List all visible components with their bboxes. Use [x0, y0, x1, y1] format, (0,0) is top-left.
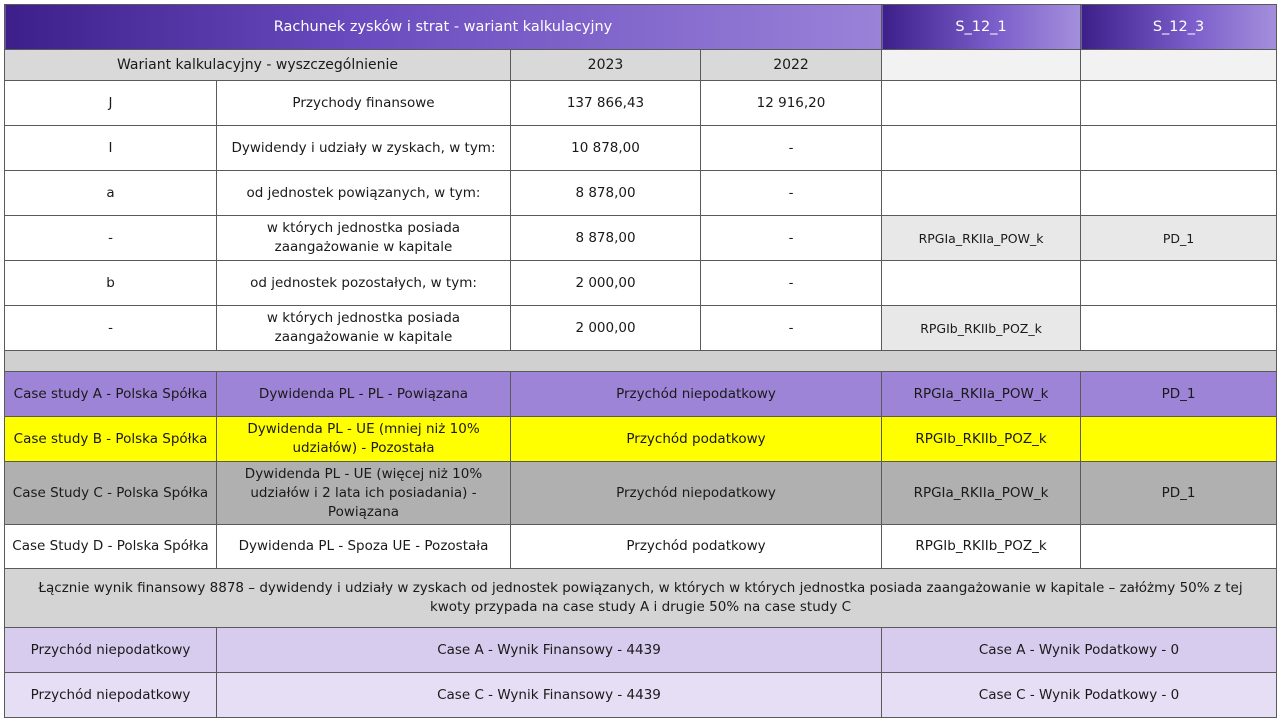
value-2022: - — [701, 126, 882, 171]
s12-1-cell: RPGIb_RKIIb_POZ_k — [882, 306, 1081, 351]
summary-type: Przychód niepodatkowy — [5, 628, 217, 673]
summary-financial: Case A - Wynik Finansowy - 4439 — [217, 628, 882, 673]
s12-3-cell — [1081, 126, 1277, 171]
table-row — [5, 171, 1277, 216]
case-tax-status: Przychód podatkowy — [511, 525, 882, 569]
case-tax-status: Przychód niepodatkowy — [511, 462, 882, 525]
case-pd: PD_1 — [1081, 372, 1277, 417]
case-description: Dywidenda PL - Spoza UE - Pozostała — [217, 525, 511, 569]
case-pd: PD_1 — [1081, 462, 1277, 525]
table-row — [5, 81, 1277, 126]
case-description: Dywidenda PL - UE (więcej niż 10% udziałów i 2 lata ich posiadania) - Powiązana — [217, 462, 511, 525]
value-2022: 12 916,20 — [701, 81, 882, 126]
column-header-2023: 2023 — [511, 50, 701, 81]
table-title: Rachunek zysków i strat - wariant kalkulacyjny — [5, 5, 882, 50]
column-header-s12-1: S_12_1 — [882, 5, 1081, 50]
value-2023: 2 000,00 — [511, 261, 701, 306]
case-description: Dywidenda PL - PL - Powiązana — [217, 372, 511, 417]
s12-1-cell: RPGIa_RKIIa_POW_k — [882, 216, 1081, 261]
s12-1-cell — [882, 81, 1081, 126]
summary-row — [5, 628, 1277, 673]
s12-3-cell — [1081, 171, 1277, 216]
column-header-s12-3: S_12_3 — [1081, 5, 1277, 50]
value-2023: 10 878,00 — [511, 126, 701, 171]
value-2022: - — [701, 306, 882, 351]
case-row-a — [5, 372, 1277, 417]
table-row — [5, 126, 1277, 171]
s12-1-cell — [882, 126, 1081, 171]
row-symbol: J — [5, 81, 217, 126]
case-code: RPGIa_RKIIa_POW_k — [882, 462, 1081, 525]
summary-row — [5, 673, 1277, 718]
case-row-d — [5, 525, 1277, 569]
row-symbol: - — [5, 216, 217, 261]
summary-financial: Case C - Wynik Finansowy - 4439 — [217, 673, 882, 718]
case-name: Case study B - Polska Spółka — [5, 417, 217, 462]
divider — [5, 351, 1277, 372]
row-label: od jednostek powiązanych, w tym: — [217, 171, 511, 216]
case-tax-status: Przychód niepodatkowy — [511, 372, 882, 417]
row-label: Dywidendy i udziały w zyskach, w tym: — [217, 126, 511, 171]
value-2022: - — [701, 216, 882, 261]
s12-3-cell — [1081, 306, 1277, 351]
case-pd — [1081, 525, 1277, 569]
value-2023: 137 866,43 — [511, 81, 701, 126]
column-header-2022: 2022 — [701, 50, 882, 81]
header-row — [5, 5, 1277, 50]
s12-3-cell: PD_1 — [1081, 216, 1277, 261]
summary-tax: Case C - Wynik Podatkowy - 0 — [882, 673, 1277, 718]
s12-1-cell — [882, 171, 1081, 216]
row-symbol: - — [5, 306, 217, 351]
value-2023: 8 878,00 — [511, 171, 701, 216]
s12-1-cell — [882, 261, 1081, 306]
note-row — [5, 569, 1277, 628]
table-row — [5, 306, 1277, 351]
subheader-row — [5, 50, 1277, 81]
case-name: Case Study C - Polska Spółka — [5, 462, 217, 525]
summary-type: Przychód niepodatkowy — [5, 673, 217, 718]
case-code: RPGIb_RKIIb_POZ_k — [882, 417, 1081, 462]
row-symbol: a — [5, 171, 217, 216]
value-2022: - — [701, 171, 882, 216]
case-name: Case Study D - Polska Spółka — [5, 525, 217, 569]
table-row — [5, 216, 1277, 261]
row-label: w których jednostka posiada zaangażowanie w kapitale — [217, 216, 511, 261]
s12-3-cell — [1081, 81, 1277, 126]
value-2023: 2 000,00 — [511, 306, 701, 351]
case-name: Case study A - Polska Spółka — [5, 372, 217, 417]
empty-cell — [1081, 50, 1277, 81]
profit-loss-table — [4, 4, 1277, 718]
column-header-description: Wariant kalkulacyjny - wyszczególnienie — [5, 50, 511, 81]
case-code: RPGIb_RKIIb_POZ_k — [882, 525, 1081, 569]
value-2023: 8 878,00 — [511, 216, 701, 261]
summary-tax: Case A - Wynik Podatkowy - 0 — [882, 628, 1277, 673]
row-symbol: b — [5, 261, 217, 306]
case-code: RPGIa_RKIIa_POW_k — [882, 372, 1081, 417]
case-tax-status: Przychód podatkowy — [511, 417, 882, 462]
row-label: Przychody finansowe — [217, 81, 511, 126]
row-symbol: I — [5, 126, 217, 171]
value-2022: - — [701, 261, 882, 306]
case-pd — [1081, 417, 1277, 462]
note-text: Łącznie wynik finansowy 8878 – dywidendy i udziały w zyskach od jednostek powiązanych, w których w których jednostka posiada zaangażowanie w kapitale – załóżmy 50% z tej kwoty przypada na case study A i drugie 50% na case study C — [5, 569, 1277, 628]
case-row-b — [5, 417, 1277, 462]
separator-row — [5, 351, 1277, 372]
case-description: Dywidenda PL - UE (mniej niż 10% udziałów) - Pozostała — [217, 417, 511, 462]
row-label: w których jednostka posiada zaangażowanie w kapitale — [217, 306, 511, 351]
table-row — [5, 261, 1277, 306]
empty-cell — [882, 50, 1081, 81]
s12-3-cell — [1081, 261, 1277, 306]
case-row-c — [5, 462, 1277, 525]
row-label: od jednostek pozostałych, w tym: — [217, 261, 511, 306]
